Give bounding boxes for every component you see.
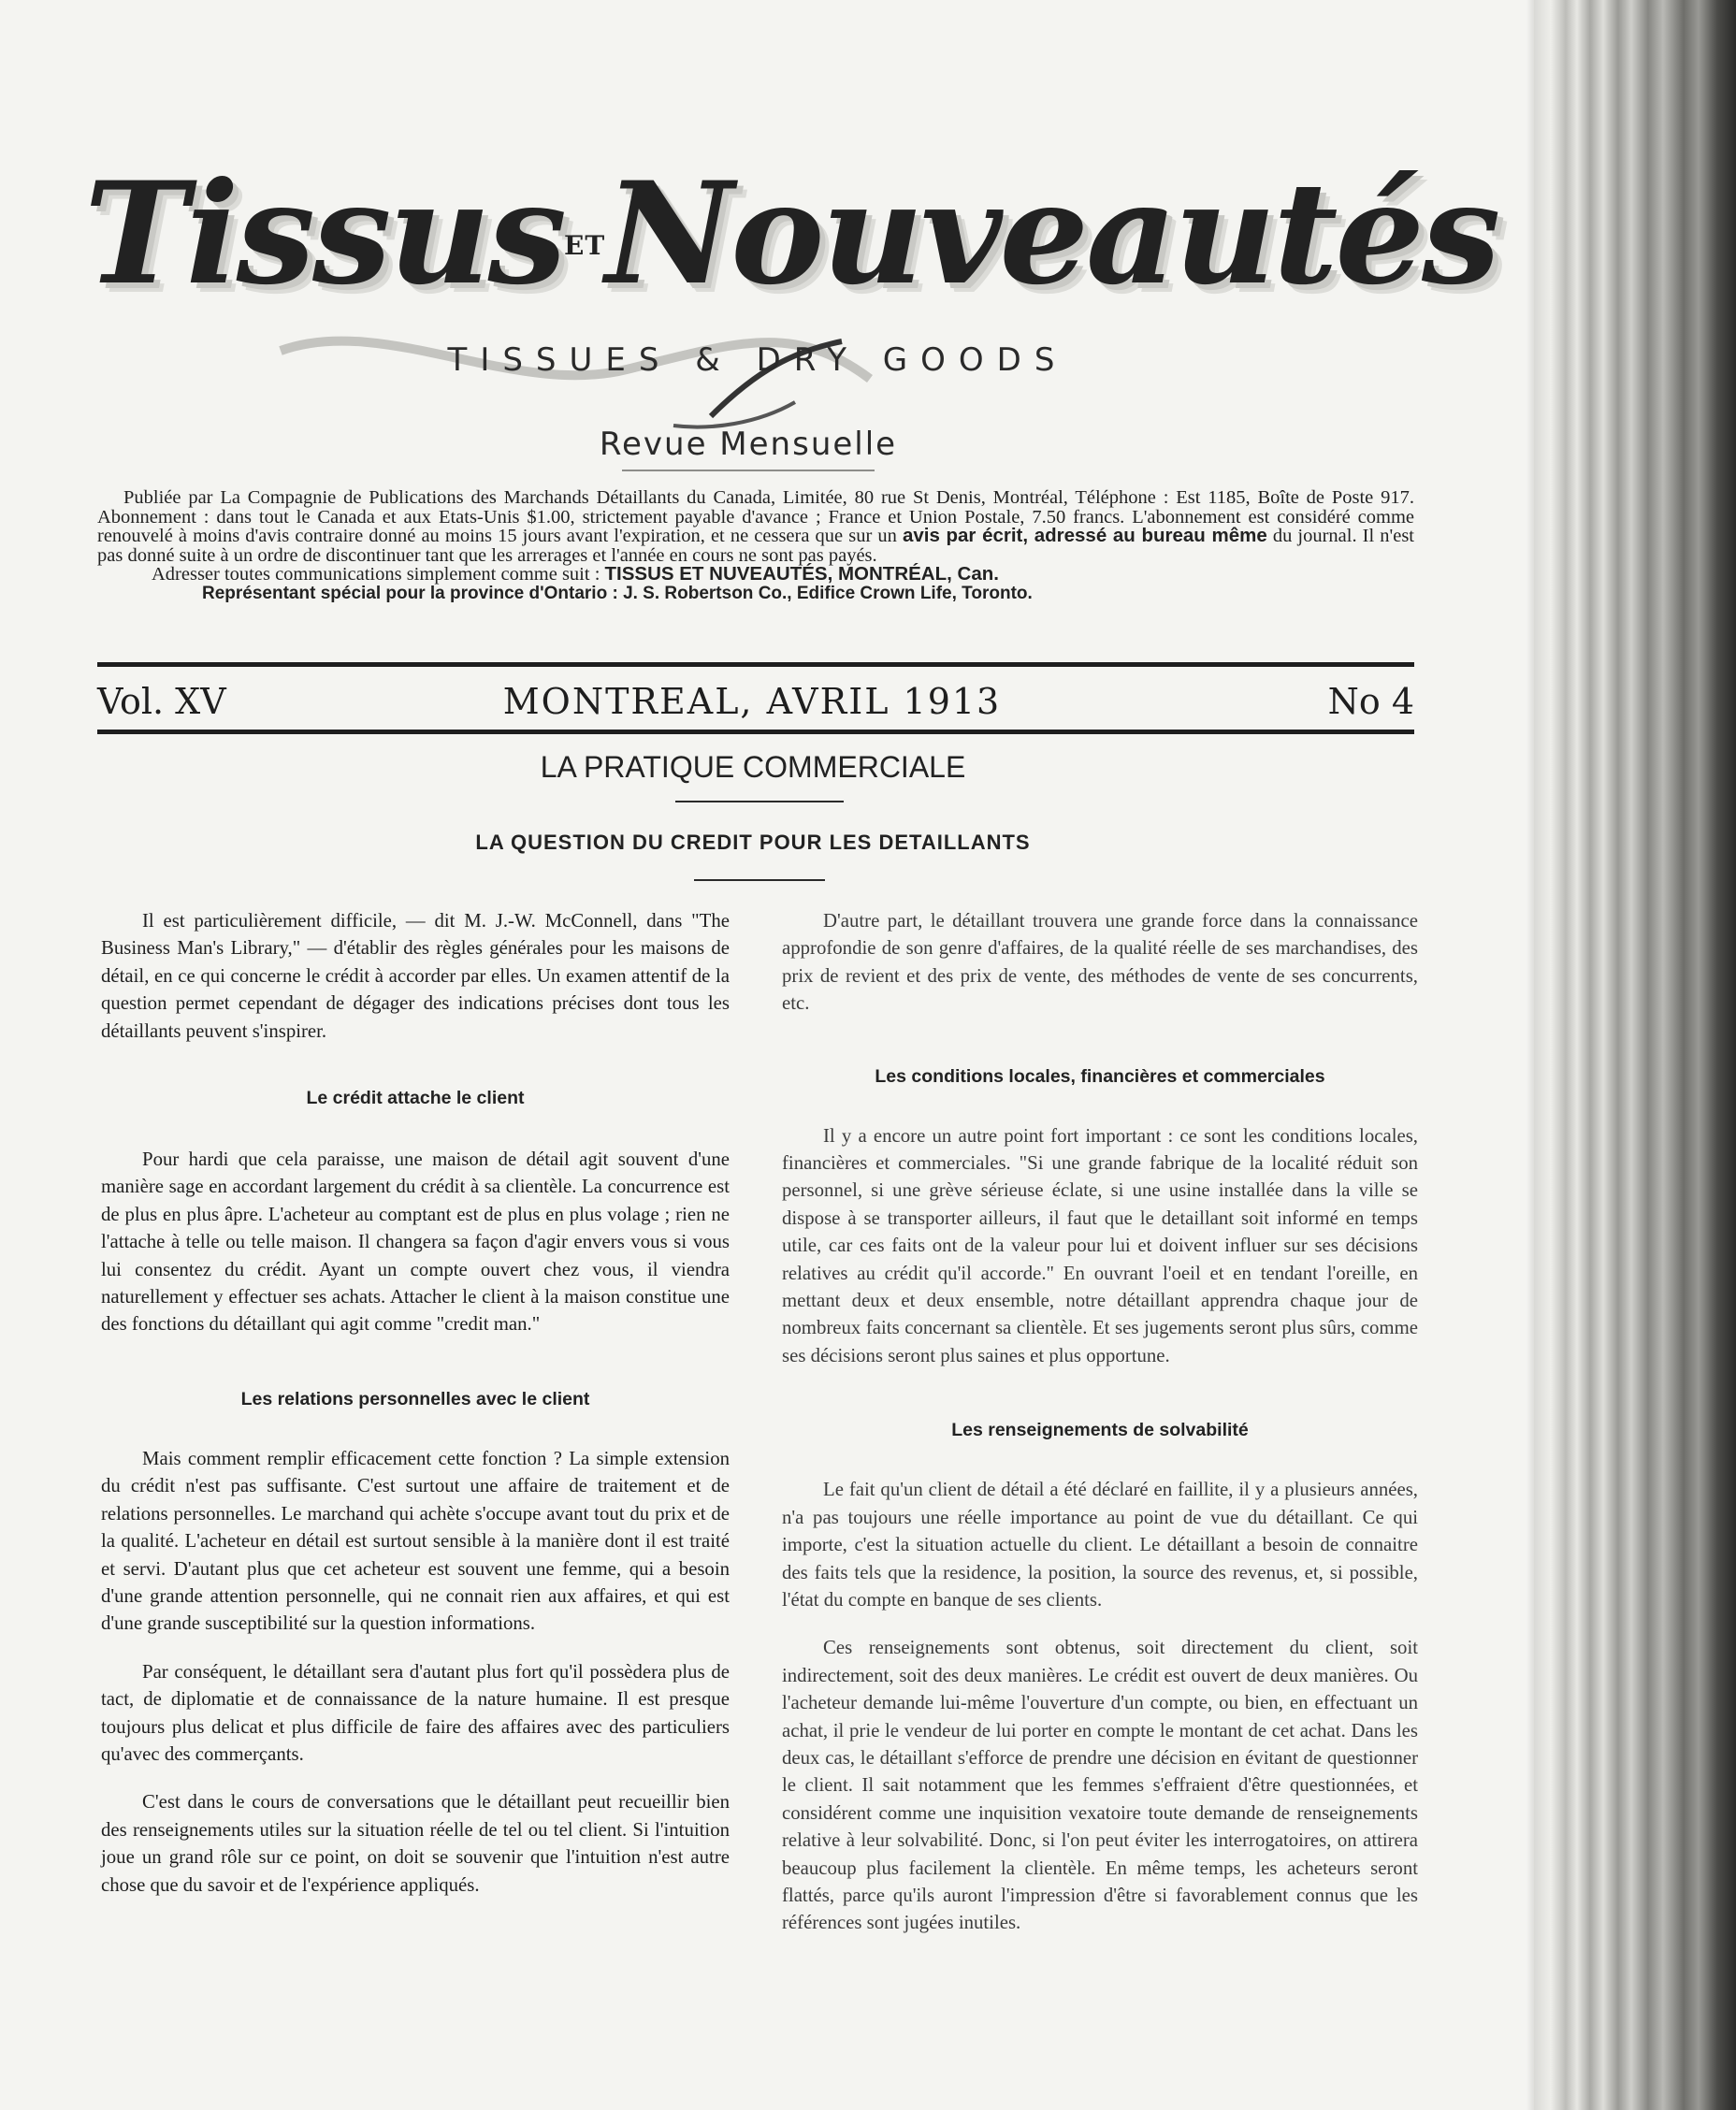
masthead-title-left: Tissus — [84, 152, 565, 316]
publication-representative: Représentant spécial pour la province d'Ontario : J. S. Robertson Co., Edifice Crown Life, Toronto. — [202, 583, 1033, 603]
paragraph: Par conséquent, le détaillant sera d'autant plus fort qu'il possèdera plus de tact, de diplomatie et de connaissance de la nature humaine. Il est presque toujours plus delicat et plus difficile de faire des affaires avec des particuliers qu'avec des commerçants. — [101, 1660, 730, 1765]
book-binding-edge — [1534, 0, 1736, 2110]
section-title: LA PRATIQUE COMMERCIALE — [540, 750, 966, 784]
subheading: Les conditions locales, financières et commerciales — [875, 1065, 1325, 1087]
publication-text-2: du journal. Il n'est pas donné suite à un ordre de discontinuer tant que les arrerages et l'année en cours ne sont pas payés. — [97, 526, 1415, 566]
publication-bold-notice: avis par écrit, adressé au bureau même — [902, 525, 1267, 546]
masthead-subtitle: TISSUES & DRY GOODS — [447, 341, 1068, 379]
publication-info — [97, 488, 1414, 603]
article-title: LA QUESTION DU CREDIT POUR LES DETAILLANTS — [475, 831, 1031, 854]
paragraph: Le fait qu'un client de détail a été déclaré en faillite, il y a plusieurs années, n'a pas toujours une réelle importance au point de vue du détaillant. Ce qui importe, c'est la situation actuelle du client. Le détaillant a besoin de connaitre des faits tels que la residence, la position, la source des revenus, et, si possible, l'état du compte en banque de ses clients. — [782, 1479, 1418, 1611]
paragraph: Pour hardi que cela paraisse, une maison de détail agit souvent d'une manière sage en accordant largement du crédit à sa clientèle. La concurrence est de plus en plus âpre. L'acheteur au comptant est de plus en plus volage ; rien ne l'attache à telle ou telle maison. Il changera sa façon d'agir envers vous si vous lui consentez du crédit. Ayant un compte ouvert chez vous, il viendra naturellement y effectuer ses achats. Attacher le client à la maison constitue une des fonctions du détaillant qui agit comme "credit man." — [101, 1149, 730, 1336]
masthead-title-right: Nouveautés — [605, 152, 1498, 316]
bottom-rule — [97, 730, 1414, 734]
address-name: TISSUS ET NUVEAUTÉS, MONTRÉAL, Can. — [604, 563, 999, 585]
paragraph: Il est particulièrement difficile, — dit M. J.-W. McConnell, dans "The Business Man's Library," — d'établir des règles générales pour les maisons de détail, en ce qui concerne le crédit à accorder par elles. Un examen attentif de la question permet cependant de dégager des indications précises dont tous les détaillants peuvent s'inspirer. — [101, 910, 730, 1042]
top-rule — [97, 662, 1414, 667]
paragraph: Mais comment remplir efficacement cette fonction ? La simple extension du crédit n'est pas suffisante. C'est surtout une affaire de traitement et de relations personnelles. Le marchand qui achète s'occupe avant tout du prix et de la qualité. L'acheteur en détail est surtout sensible à la manière dont il est traité et servi. D'autant plus que cet acheteur est souvent une femme, qui a besoin d'une grande attention personnelle, qui ne connait rien aux affaires, et qui est d'une grande susceptibilité sur la question informations. — [101, 1447, 730, 1635]
issue-number: No 4 — [1327, 681, 1414, 722]
subheading: Les renseignements de solvabilité — [951, 1420, 1249, 1441]
address-prefix: Adresser toutes communications simplement comme suit : — [152, 564, 605, 585]
publication-paragraph — [97, 488, 1414, 565]
subheading: Le crédit attache le client — [306, 1088, 525, 1109]
paragraph: D'autre part, le détaillant trouvera une grande force dans la connaissance approfondie de son genre d'affaires, de la qualité réelle de ses marchandises, des prix de revient et des prix de vente, des méthodes de vente de ses concurrents, etc. — [782, 910, 1418, 1015]
masthead — [84, 150, 1498, 430]
paragraph: C'est dans le cours de conversations que le détaillant peut recueillir bien des renseignements utiles sur la situation réelle de tel ou tel client. Si l'intuition joue un grand rôle sur ce point, on doit se souvenir que l'intuition n'est autre chose que du savoir et de l'expérience appliqués. — [101, 1791, 730, 1896]
subheading: Les relations personnelles avec le client — [240, 1388, 590, 1409]
dateline: MONTREAL, AVRIL 1913 — [502, 681, 1002, 722]
volume-label: Vol. XV — [97, 681, 226, 722]
masthead-title-et: ET — [564, 230, 606, 262]
issue-line — [97, 681, 1414, 731]
article-column-right — [782, 907, 1418, 1937]
revue-label: Revue Mensuelle — [599, 426, 898, 463]
paragraph: Ces renseignements sont obtenus, soit directement du client, soit indirectement, soit des deux manières. Le crédit est ouvert de deux manières. Ou l'acheteur demande lui-même l'ouverture d'un compte, ou bien, en effectuant un achat, il prie le vendeur de lui porter en compte le montant de cet achat. Dans les deux cas, le détaillant s'efforce de prendre une décision en évitant de questionner le client. Il sait notamment que les femmes s'effraient d'être questionnées, et considérent comme une inquisition vexatoire toute demande de renseignements relative à leur solvabilité. Donc, si l'on peut éviter les interrogatoires, on attirera beaucoup plus facilement la clientèle. En même temps, les acheteurs seront flattés, parce qu'ils auront l'impression d'être si favorablement connus que les références sont jugées inutiles. — [782, 1637, 1418, 1934]
article-title-rule — [694, 879, 825, 881]
masthead-title — [84, 152, 1498, 321]
revue-rule — [622, 470, 875, 471]
paragraph: Il y a encore un autre point fort important : ce sont les conditions locales, financières et commerciales. "Si une grande fabrique de la localité réduit son personnel, si une grève sérieuse éclate, si une usine installée dans la ville se dispose à se transporter ailleurs, il faut que le detaillant soit informé en temps utile, car ces faits ont de la valeur pour lui et doivent influer sur ses décisions relatives au crédit qu'il accorde." En ouvrant l'oeil et en tendant l'oreille, en mettant deux et deux ensemble, notre détaillant apprendra chaque jour de nombreux faits concernant sa clientèle. Et ses jugements seront plus sûrs, comme ses décisions seront plus saines et plus opportune. — [782, 1124, 1418, 1366]
publication-text-1: Publiée par La Compagnie de Publications des Marchands Détaillants du Canada, Limitée, 80 rue St Denis, Montréal, Téléphone : Est 1185, Boîte de Poste 917. Abonnement : dans tout le Canada et aux Etats-Unis $1.00, strictement payable d'avance ; France et Union Postale, 7.50 francs. L'abonnement est considéré comme renouvelé à moins d'avis contraire donné au moins 15 jours avant l'expiration, et ne cessera que sur un — [97, 487, 1414, 546]
article-column-left — [101, 907, 730, 1899]
section-rule — [675, 801, 844, 802]
publication-address — [97, 565, 1414, 585]
